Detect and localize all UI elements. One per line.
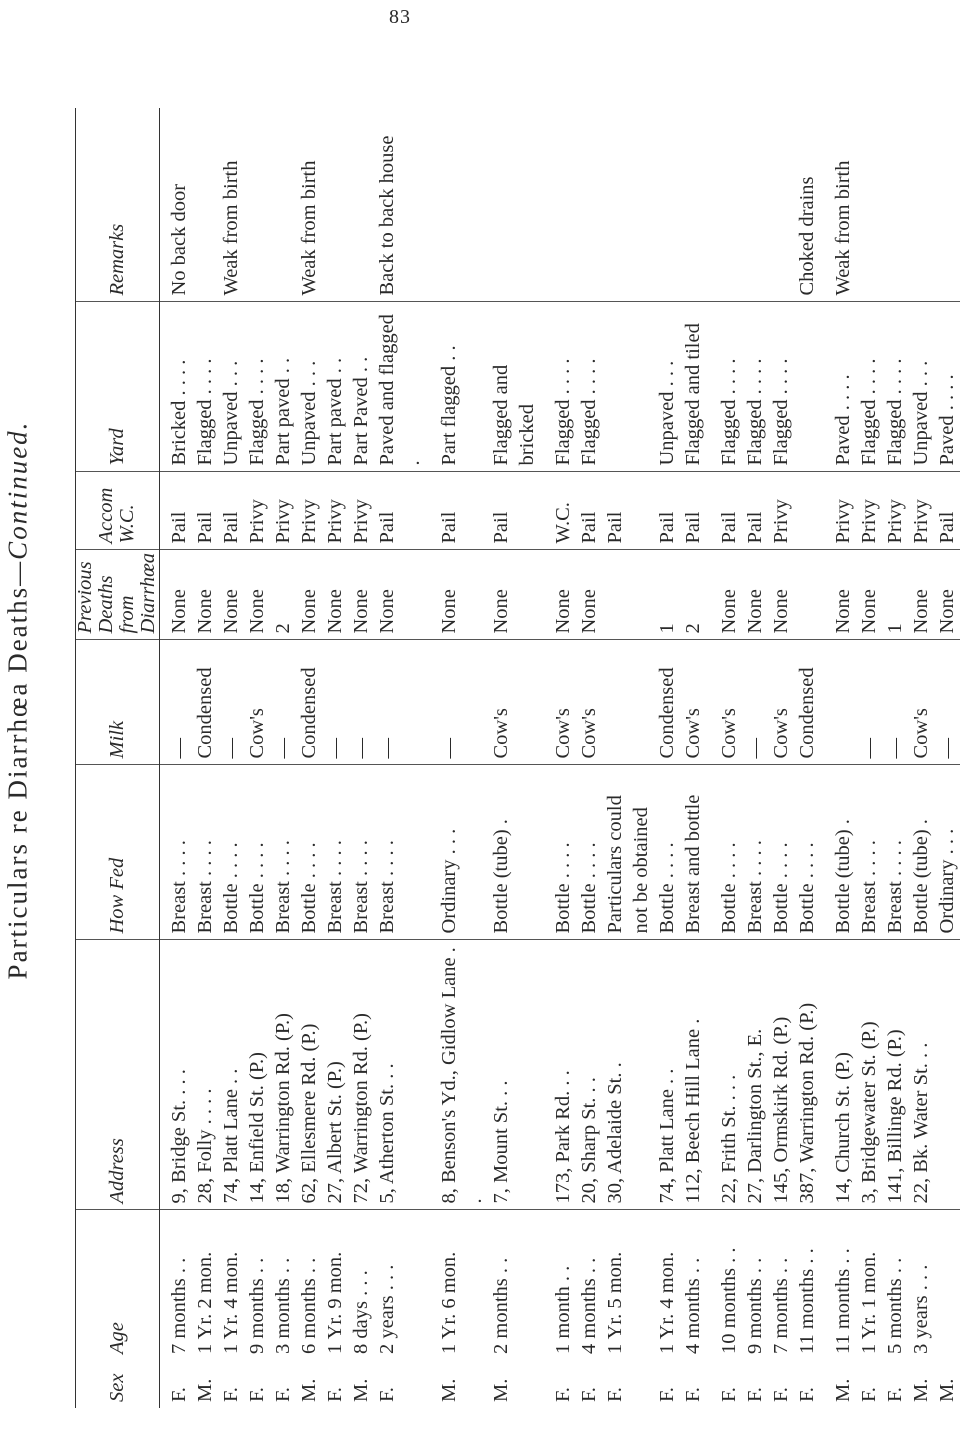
cell-sex: M. [490,1378,512,1402]
cell-accom: Pail [680,472,706,550]
cell-yard: Part paved . . [322,302,348,472]
cell-yard: Flagged and bricked [488,302,540,472]
table-body [160,108,960,1408]
cell-how-fed: Bottle . . . . [540,765,576,940]
cell-remarks [244,108,270,302]
cell-sex: F. [656,1387,678,1402]
cell-milk: Condensed [654,640,680,765]
cell-sex: M. [936,1378,958,1402]
cell-remarks [322,108,348,302]
cell-remarks [706,108,742,302]
cell-accom: Pail [374,472,426,550]
cell-previous-deaths: None [768,550,794,640]
cell-how-fed: Breast . . . . [856,765,882,940]
cell-how-fed: Bottle . . . . [706,765,742,940]
table-row [794,108,820,1408]
table-row [374,108,426,1408]
table-row [488,108,540,1408]
cell-age: 9 months . . [244,1210,270,1360]
cell-sex: M. [194,1378,216,1402]
cell-how-fed: Bottle . . . . [218,765,244,940]
cell-how-fed: Bottle . . . . [576,765,602,940]
cell-milk: — [322,640,348,765]
cell-how-fed: Breast . . . . [348,765,374,940]
cell-yard: Paved . . . . [820,302,856,472]
cell-remarks [856,108,882,302]
table-row [820,108,856,1408]
cell-accom: Pail [160,472,193,550]
cell-yard: Unpaved . . . [908,302,934,472]
cell-accom: Privy [856,472,882,550]
cell-accom: Pail [426,472,488,550]
cell-previous-deaths: None [296,550,322,640]
cell-how-fed: Breast . . . . [192,765,218,940]
cell-age: 2 years . . . [374,1210,426,1360]
cell-milk: — [882,640,908,765]
cell-address: 74, Platt Lane . . [218,940,244,1210]
cell-yard: Flagged and tiled [680,302,706,472]
cell-address: 14, Church St. (P.) [820,940,856,1210]
cell-milk: — [348,640,374,765]
cell-milk [602,640,654,765]
col-sex: Sex [75,1360,160,1408]
cell-address: 387, Warrington Rd. (P.) [794,940,820,1210]
cell-how-fed: Breast . . . . [270,765,296,940]
cell-sex: M. [832,1378,854,1402]
cell-remarks [680,108,706,302]
cell-milk: — [742,640,768,765]
table-row [680,108,706,1408]
cell-remarks [934,108,960,302]
cell-how-fed: Breast . . . . [374,765,426,940]
cell-yard: Flagged . . . . [768,302,794,472]
cell-previous-deaths: 1 [882,550,908,640]
cell-remarks [576,108,602,302]
cell-sex: F. [324,1387,346,1402]
cell-milk: Cow's [680,640,706,765]
cell-remarks: Weak from birth [298,160,320,296]
cell-how-fed: Bottle . . . . [296,765,322,940]
cell-sex: F. [796,1387,818,1402]
cell-accom: Privy [348,472,374,550]
cell-yard [794,302,820,472]
cell-remarks [348,108,374,302]
cell-address: 28, Folly . . . . [192,940,218,1210]
cell-previous-deaths: None [908,550,934,640]
cell-how-fed: Ordinary . . . [426,765,488,940]
cell-previous-deaths: None [856,550,882,640]
cell-accom: Privy [270,472,296,550]
cell-accom: Pail [706,472,742,550]
cell-accom: Pail [934,472,960,550]
cell-remarks [540,108,576,302]
cell-sex: F. [578,1387,600,1402]
cell-previous-deaths: None [426,550,488,640]
cell-accom: Privy [322,472,348,550]
cell-age: 11 months . . [820,1210,856,1360]
cell-how-fed: Breast . . . . [882,765,908,940]
cell-address: 27, Albert St. (P.) [322,940,348,1210]
cell-remarks [654,108,680,302]
table-row [882,108,908,1408]
cell-previous-deaths: None [540,550,576,640]
cell-age: 5 months . . [882,1210,908,1360]
cell-previous-deaths: 1 [654,550,680,640]
col-previous-deaths: Previous Deaths from Diarrhœa [75,550,160,640]
cell-how-fed: Bottle . . . . [794,765,820,940]
cell-yard: Unpaved . . . [654,302,680,472]
cell-previous-deaths: None [160,550,193,640]
cell-accom: Pail [488,472,540,550]
cell-how-fed: Bottle (tube) . [488,765,540,940]
cell-address: 7, Mount St. . . [488,940,540,1210]
table-row [192,108,218,1408]
cell-address: 14, Enfield St. (P.) [244,940,270,1210]
cell-remarks [192,108,218,302]
table-row [540,108,576,1408]
col-remarks: Remarks [75,108,160,302]
cell-accom: Privy [296,472,322,550]
table-row [908,108,934,1408]
table-top-rule [75,108,76,1408]
cell-previous-deaths: None [934,550,960,640]
cell-sex: F. [246,1387,268,1402]
cell-yard: Flagged . . . . [576,302,602,472]
cell-age: 1 Yr. 4 mon. [654,1210,680,1360]
cell-age: 1 Yr. 2 mon. [192,1210,218,1360]
cell-sex: F. [220,1387,242,1402]
cell-yard: Unpaved . . . [218,302,244,472]
cell-remarks [270,108,296,302]
cell-milk: — [218,640,244,765]
cell-previous-deaths: None [322,550,348,640]
cell-address: 8, Benson's Yd., Gidlow Lane . . [426,940,488,1210]
table-row [322,108,348,1408]
cell-yard: Part paved . . [270,302,296,472]
cell-yard: Flagged . . . . [742,302,768,472]
table-row [706,108,742,1408]
cell-address: 74, Platt Lane . . [654,940,680,1210]
cell-address: 27, Darlington St., E. [742,940,768,1210]
cell-previous-deaths: None [488,550,540,640]
cell-age: 1 month . . [540,1210,576,1360]
cell-previous-deaths: None [192,550,218,640]
col-yard: Yard [75,302,160,472]
side-title-continued: —Continued. [2,420,33,586]
table-row [160,108,193,1408]
cell-sex: F. [552,1387,574,1402]
side-title [3,421,34,980]
cell-yard: Flagged . . . . [244,302,270,472]
cell-remarks [602,108,654,302]
table-row [270,108,296,1408]
rotated-table-region [74,108,958,1408]
cell-sex: F. [744,1387,766,1402]
table-row [602,108,654,1408]
cell-milk: Cow's [540,640,576,765]
cell-sex: F. [376,1387,398,1402]
cell-how-fed: Bottle . . . . [654,765,680,940]
cell-previous-deaths [794,550,820,640]
cell-remarks: No back door [168,183,190,296]
cell-address: 72, Warrington Rd. (P.) [348,940,374,1210]
cell-remarks [908,108,934,302]
cell-milk: — [934,640,960,765]
cell-yard: Unpaved . . . [296,302,322,472]
cell-how-fed: Breast . . . . [322,765,348,940]
cell-previous-deaths [602,550,654,640]
cell-address: 22, Frith St. . . . [706,940,742,1210]
cell-remarks [882,108,908,302]
cell-how-fed: Bottle (tube) . [820,765,856,940]
cell-previous-deaths: 2 [680,550,706,640]
cell-remarks [768,108,794,302]
col-how-fed: How Fed [75,765,160,940]
cell-yard: Paved . . . . [934,302,960,472]
col-address: Address [75,940,160,1210]
cell-sex: F. [858,1387,880,1402]
cell-accom: Privy [908,472,934,550]
cell-address: 173, Park Rd. . . [540,940,576,1210]
table-row [856,108,882,1408]
cell-sex: F. [884,1387,906,1402]
cell-accom: W.C. [540,472,576,550]
cell-how-fed: Bottle . . . . [768,765,794,940]
cell-address: 18, Warrington Rd. (P.) [270,940,296,1210]
cell-accom: Privy [882,472,908,550]
side-title-main: Particulars re Diarrhœa Deaths [2,585,33,980]
cell-address [934,940,960,1210]
cell-accom: Pail [654,472,680,550]
cell-age: 11 months . . [794,1210,820,1360]
cell-sex: M. [910,1378,932,1402]
cell-age: 1 Yr. 1 mon. [856,1210,882,1360]
table-row [218,108,244,1408]
table-row [654,108,680,1408]
cell-remarks: Back to back house [376,135,398,296]
cell-remarks [742,108,768,302]
cell-accom: Pail [218,472,244,550]
cell-milk: Cow's [908,640,934,765]
table-row [244,108,270,1408]
cell-sex: F. [770,1387,792,1402]
cell-age: 9 months . . [742,1210,768,1360]
cell-how-fed: Bottle . . . . [244,765,270,940]
cell-milk: — [426,640,488,765]
cell-sex: F. [168,1387,190,1402]
cell-sex: F. [718,1387,740,1402]
cell-yard: Paved and flagged . [374,302,426,472]
cell-age: 1 Yr. 4 mon. [218,1210,244,1360]
table-row [742,108,768,1408]
cell-sex: F. [604,1387,626,1402]
cell-yard: Flagged . . . . [192,302,218,472]
cell-age: 1 Yr. 6 mon. [426,1210,488,1360]
table-row [768,108,794,1408]
cell-remarks: Weak from birth [832,160,854,296]
col-milk: Milk [75,640,160,765]
cell-how-fed: Breast . . . . [160,765,193,940]
cell-accom [794,472,820,550]
cell-address: 22, Bk. Water St. . . [908,940,934,1210]
cell-age: 10 months . . [706,1210,742,1360]
cell-previous-deaths: None [244,550,270,640]
cell-accom: Privy [820,472,856,550]
cell-milk: Cow's [768,640,794,765]
cell-how-fed: Breast . . . . [742,765,768,940]
cell-yard [602,302,654,472]
cell-yard: Part flagged . . [426,302,488,472]
cell-age: 1 Yr. 9 mon. [322,1210,348,1360]
cell-previous-deaths: None [820,550,856,640]
cell-remarks [426,108,488,302]
cell-accom: Privy [244,472,270,550]
cell-milk: — [270,640,296,765]
cell-age [934,1210,960,1360]
cell-yard: Flagged . . . . [706,302,742,472]
table-row [296,108,322,1408]
cell-previous-deaths: None [706,550,742,640]
cell-yard: Flagged . . . . [540,302,576,472]
cell-age: 4 months . . [680,1210,706,1360]
cell-milk: Condensed [192,640,218,765]
cell-age: 7 months . . [768,1210,794,1360]
cell-how-fed: Ordinary . . . [934,765,960,940]
cell-previous-deaths: None [218,550,244,640]
cell-age: 3 months . . [270,1210,296,1360]
cell-accom: Privy [768,472,794,550]
diarrhoea-deaths-table [75,108,960,1408]
cell-accom: Pail [742,472,768,550]
cell-remarks: Weak from birth [220,160,242,296]
cell-address: 9, Bridge St. . . . [160,940,193,1210]
cell-address: 20, Sharp St. . . [576,940,602,1210]
cell-milk: Cow's [706,640,742,765]
cell-address: 62, Ellesmere Rd. (P.) [296,940,322,1210]
cell-how-fed: Bottle (tube) . [908,765,934,940]
cell-milk: — [160,640,193,765]
cell-age: 6 months . . [296,1210,322,1360]
cell-how-fed: Breast and bottle [680,765,706,940]
cell-previous-deaths: 2 [270,550,296,640]
cell-address: 5, Atherton St. . . [374,940,426,1210]
page-number: 83 [389,6,411,28]
cell-sex: F. [682,1387,704,1402]
cell-remarks [488,108,540,302]
table-row [426,108,488,1408]
cell-accom: Pail [192,472,218,550]
cell-address: 145, Ormskirk Rd. (P.) [768,940,794,1210]
cell-yard: Bricked . . . . [160,302,193,472]
cell-remarks: Choked drains [796,176,818,296]
header-row [75,108,160,1408]
cell-milk: Condensed [794,640,820,765]
col-age: Age [75,1210,160,1360]
cell-age: 2 months . . [488,1210,540,1360]
cell-age: 4 months . . [576,1210,602,1360]
cell-yard: Flagged . . . . [882,302,908,472]
cell-age: 7 months . . [160,1210,193,1360]
cell-milk: — [374,640,426,765]
cell-yard: Part Paved . . [348,302,374,472]
cell-sex: M. [438,1378,460,1402]
cell-milk: — [856,640,882,765]
cell-how-fed: Particulars could not be obtained [602,765,654,940]
cell-sex: F. [272,1387,294,1402]
cell-sex: M. [350,1378,372,1402]
cell-yard: Flagged . . . . [856,302,882,472]
cell-age: 1 Yr. 5 mon. [602,1210,654,1360]
cell-address: 112, Beech Hill Lane . [680,940,706,1210]
table-row [576,108,602,1408]
cell-previous-deaths: None [348,550,374,640]
cell-previous-deaths: None [576,550,602,640]
cell-address: 3, Bridgewater St. (P.) [856,940,882,1210]
table-row [348,108,374,1408]
col-accom: Accom W.C. [75,472,160,550]
cell-previous-deaths: None [374,550,426,640]
cell-previous-deaths: None [742,550,768,640]
cell-address: 30, Adelaide St. . [602,940,654,1210]
cell-milk: Cow's [488,640,540,765]
cell-milk: Cow's [576,640,602,765]
table-row [934,108,960,1408]
cell-address: 141, Billinge Rd. (P.) [882,940,908,1210]
cell-milk: Condensed [296,640,322,765]
cell-age: 3 years . . . [908,1210,934,1360]
cell-milk: Cow's [244,640,270,765]
cell-milk [820,640,856,765]
cell-sex: M. [298,1378,320,1402]
cell-age: 8 days . . . [348,1210,374,1360]
cell-accom: Pail [602,472,654,550]
cell-accom: Pail [576,472,602,550]
